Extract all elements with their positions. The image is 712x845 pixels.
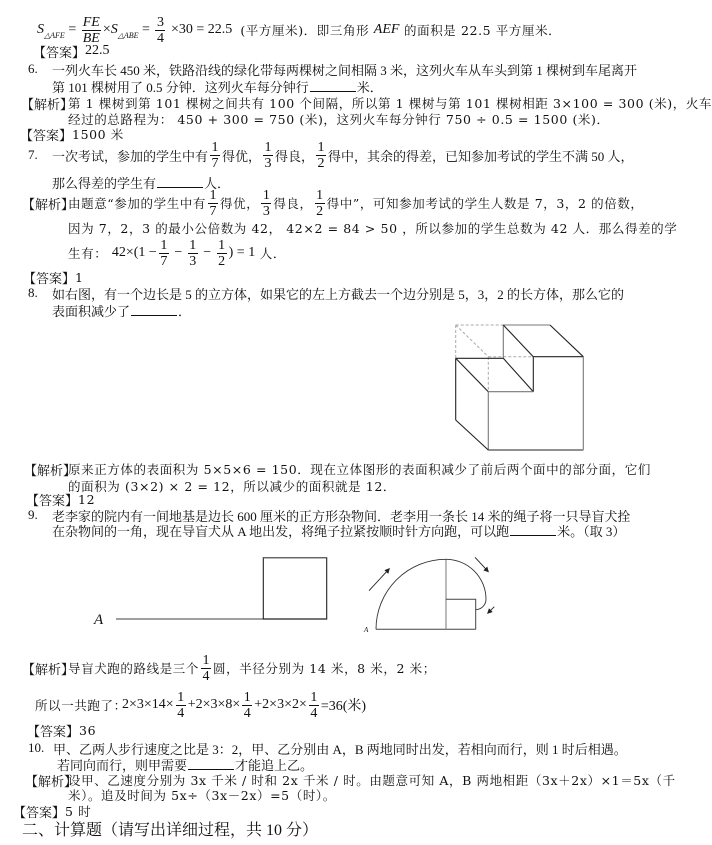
fraction-one-third: $\frac{1}{3}$ [264,139,272,171]
arrow-icon [475,557,488,571]
storage-room-figure [80,545,340,640]
question-text: 得良， [275,148,315,164]
fraction-one-half: $\frac{1}{2}$ [316,187,324,219]
fraction-one-seventh: $\frac{1}{7}$ [160,237,168,269]
fraction-three-quarters: $\frac{3}{4}$ [156,14,164,46]
analysis-text: 圆，半径分别为 14 米，8 米，2 米； [213,661,436,676]
question-text: 得中，其余的得差，已知参加考试的学生不满 50 人， [328,148,634,164]
fraction-one-half: $\frac{1}{2}$ [218,237,226,269]
solution-note: (平方厘米)．即三角形 [235,23,374,38]
fraction-one-quarter: $\frac{1}{4}$ [310,689,318,721]
analysis-text: 米）。追及时间为 5x÷（3x－2x）=5（时）。 [68,788,336,803]
question-text: 一列火车长 450 米，铁路沿线的绿化带每两棵树之间相隔 3 米，这列火车从车头到第 1 棵树到车尾离开 [52,62,638,78]
fraction-one-quarter: $\frac{1}{4}$ [202,652,210,684]
fraction-fe-be: $\frac{FE}{BE}$ [82,14,100,46]
analysis-text: 得良， [273,196,313,211]
fraction-one-seventh: $\frac{1}{7}$ [211,139,219,171]
analysis-text: 生有： [68,246,112,261]
fraction-one-quarter: $\frac{1}{4}$ [243,689,251,721]
question-text: 才能追上乙。 [235,757,314,773]
question-text: 米。（取 3） [557,523,626,539]
analysis-label: 【解析】 [25,774,78,790]
question-text: 人． [204,175,231,191]
answer-value: 36 [79,722,97,738]
math-expression: ) = 1 [228,245,256,260]
analysis-text: 第 1 棵树到第 101 棵树之间共有 100 个间隔，所以第 1 棵树与第 101 棵树相距 3×100 = 300 (米)，火车 [68,96,712,111]
cube-cutout-figure [430,310,630,460]
storage-room-square [263,558,326,619]
minus-sign: − [170,245,186,260]
answer-blank [131,304,177,316]
answer-label: 【答案】 [26,493,79,509]
equals-sign: = [138,22,154,37]
analysis-label: 【解析】 [21,97,74,113]
fraction-one-seventh: $\frac{1}{7}$ [209,187,217,219]
problem-number: 10. [28,740,45,755]
question-text: 若同向而行，则甲需要 [57,757,188,773]
question-text: 一次考试，参加的学生中有 [52,148,209,164]
problem-number: 8. [28,285,38,300]
analysis-text: 由题意“参加的学生中有 [68,196,206,211]
answer-value: 22.5 [85,43,110,58]
answer-blank [157,176,203,188]
point-a-label: A [94,612,104,628]
area-subscript: △AFE [44,30,65,40]
fraction-one-third: $\frac{1}{3}$ [189,237,197,269]
analysis-text: 导盲犬跑的路线是三个 [68,661,200,676]
problem-number: 7. [28,147,38,162]
question-text: 第 101 棵树用了 0.5 分钟．这列火车每分钟行 [52,79,309,95]
analysis-text: 经过的总路程为： 450 + 300 = 750 (米)，这列火车每分钟行 750 ÷ 0.5 = 1500 (米)． [68,112,610,127]
quarter-circle-path [376,559,486,629]
analysis-text: 得中”，可知参加考试的学生人数是 7，3，2 的倍数， [326,196,644,211]
question-text: 米． [356,79,383,95]
minus-sign: − [199,245,215,260]
question-text: 甲、乙两人步行速度之比是 3：2，甲、乙分别由 A，B 两地同时出发，若相向而行，则 1 时后相遇。 [53,741,627,757]
math-expression: =36(米) [320,699,367,714]
answer-blank [510,524,556,536]
math-expression: +2×3×2× [254,697,307,712]
answer-value: 12 [78,491,96,507]
area-symbol: S [37,22,44,37]
question-text: 如右图，有一个边长是 5 的立方体，如果它的左上方截去一个边分别是 5，3，2 的长方体，那么它的 [52,286,625,302]
dog-path-figure [355,540,505,640]
analysis-text: 设甲、乙速度分别为 3x 千米 / 时和 2x 千米 / 时。由题意可知 A，B 两地相距（3x＋2x）×1＝5x（千 [68,773,676,788]
answer-label: 【答案】 [13,805,66,821]
question-text: ． [178,303,192,319]
calculation-tail: ×30 = 22.5 [167,22,236,37]
answer-value: 1 [75,269,84,285]
answer-blank [188,758,234,770]
analysis-text: 得优， [220,196,260,211]
storage-room-square [446,599,476,629]
times-sign: × [102,22,111,37]
question-text: 那么得差的学生有 [52,175,157,191]
analysis-label: 【解析】 [22,197,75,213]
fraction-one-third: $\frac{1}{3}$ [262,187,270,219]
analysis-text: 的面积为 (3×2) × 2 = 12，所以减少的面积就是 12． [68,479,396,494]
problem-number: 6. [28,61,38,76]
analysis-label: 【解析】 [22,662,75,678]
analysis-text: 所以一共跑了： [35,698,127,713]
answer-label: 【答案】 [23,271,76,287]
problem-number: 9. [28,507,38,522]
question-text: 在杂物间的一角，现在导盲犬从 A 地出发，将绳子拉紧按顺时针方向跑，可以跑 [52,523,510,539]
answer-label: 【答案】 [27,724,80,740]
math-expression: +2×3×8× [187,697,241,712]
fraction-one-quarter: $\frac{1}{4}$ [177,689,185,721]
solution-note-tail: 的面积是 22.5 平方厘米． [399,23,562,38]
fraction-one-half: $\frac{1}{2}$ [317,139,325,171]
analysis-text: 原来正方体的表面积为 5×5×6 = 150．现在立体图形的表面积减少了前后两个面中的部分面，它们 [68,462,651,477]
section-title: 二、计算题（请写出详细过程，共 10 分） [22,821,319,839]
arrow-icon [369,569,389,591]
question-text: 表面积减少了 [52,303,131,319]
math-expression: 42×(1 − [111,245,157,260]
answer-value: 1500 米 [72,127,124,142]
analysis-label: 【解析】 [24,463,77,479]
answer-blank [310,80,356,92]
analysis-text: 因为 7，2，3 的最小公倍数为 42， 42×2 = 84 > 50 ，所以参加的学生总数为 42 人．那么得差的学 [68,221,678,236]
point-a-label: A [364,626,369,634]
area-symbol: S [110,22,118,37]
answer-label: 【答案】 [33,45,86,61]
question-text: 得优， [222,148,262,164]
answer-value: 5 时 [65,804,92,819]
analysis-text: 人． [255,246,286,261]
arrow-icon [488,607,495,614]
question-text: 老李家的院内有一间地基是边长 600 厘米的正方形杂物间．老李用一条长 14 米的绳子将一只导盲犬拴 [52,508,631,524]
area-subscript: △ABE [117,30,139,40]
answer-label: 【答案】 [20,128,73,144]
math-expression: 2×3×14× [122,697,174,712]
triangle-name: AEF [373,22,400,37]
equals-sign: = [64,22,80,37]
